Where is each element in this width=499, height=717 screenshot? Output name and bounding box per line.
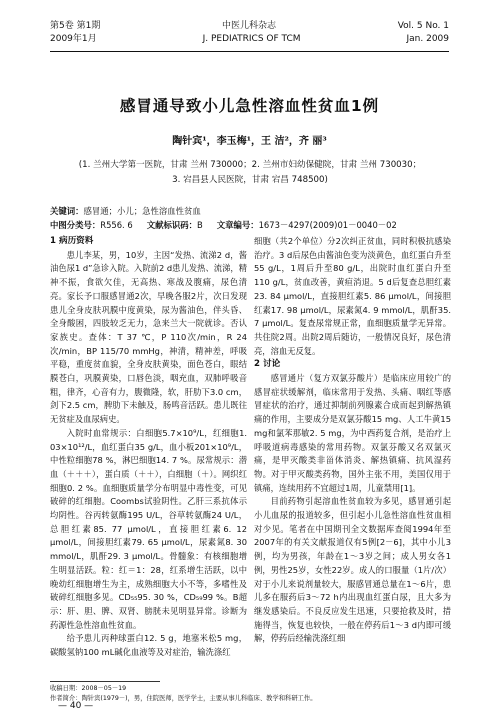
clc-label: 中图分类号： <box>50 220 101 230</box>
journal-volume-issue: 第5卷 第1期 <box>50 21 101 31</box>
left-column <box>50 235 247 660</box>
page-number: — 40 — <box>58 701 94 711</box>
doc-code-label: 文献标识码： <box>146 220 197 230</box>
journal-name-en: J. PEDIATRICS OF TCM <box>202 34 301 44</box>
discussion-paragraph-1: 感冒通片（复方双氯芬酸片）是临床应用较广的感冒症状缓解剂，临床常用于发热、头痛、咽红等感冒症状的治疗，通过抑制前列腺素合成而起到解热镇痛的作用，主要成分是双氯芬酸15 mg、人工牛黄15 mg和氯苯那敏2. 5 mg，为中西药复合剂，是治疗上呼吸道病毒感染的常用药物。双氯芬酸又名双氯灭痛，是甲灭酸类非甾体消炎、解热镇痛、抗风湿药物。对于甲灭酸类药物，国外主张不用，美国仅用于镇痛，连续用药不宜超过1周，儿童禁用[1]。 <box>254 373 451 493</box>
doc-code-value: B <box>196 220 203 230</box>
classification-meta <box>50 219 450 231</box>
right-column <box>254 235 451 646</box>
footnote <box>50 681 450 704</box>
journal-date: 2009年1月 <box>50 34 97 44</box>
affiliation-line-2: 3. 宕昌县人民医院，甘肃 宕昌 748500) <box>172 175 328 185</box>
journal-volume-issue-en: Vol. 5 No. 1 <box>397 21 449 31</box>
keywords-label: 关键词： <box>50 206 84 216</box>
journal-date-en: Jan. 2009 <box>406 34 449 44</box>
article-no-value: 1673－4297(2009)01－0040－02 <box>258 220 397 230</box>
affiliations <box>70 158 430 188</box>
affiliation-line-1: (1. 兰州大学第一医院，甘肃 兰州 730000；2. 兰州市妇幼保健院，甘肃 兰州 730030； <box>78 160 422 170</box>
author-bio: 作者简介：陶针宾(1979－)，男，住院医师，医学学士，主要从事儿科临床、教学和科研工作。 <box>50 695 317 702</box>
article-title: 感冒通导致小儿急性溶血性贫血1例 <box>119 97 380 115</box>
case-history-paragraph: 患儿李某，男，10岁，主因“发热、流涕2 d，酱油色尿1 d”急诊入院。入院前2 d患儿发热、流涕，精神不振，食欲欠佳，无高热、寒战及腹痛，尿色清亮。家长予口服感冒通2次，早晚各服2片，次日发现患儿全身皮肤巩膜中度黄染，尿为酱油色，伴头昏、全身酸困，四肢较乏无力，急来兰大一院就诊。否认家族史。查体：T 37 ℃，P 110次/min，R 24次/min，BP 115/70 mmHg，神清，精神差，呼吸平稳，重度贫血貌，全身皮肤黄染，面色苍白，眼结膜苍白，巩膜黄染，口唇色淡，咽充血，双肺呼吸音粗，律齐，心音有力，腹微隆，软，肝肋下3.0 cm，剑下2.5 cm，脾肋下未触及，肠鸣音活跃。患儿既往无贫症及血尿病史。 <box>50 249 247 425</box>
keywords <box>50 204 450 218</box>
author-list: 陶针宾¹，李玉梅¹，王 洁²，齐 丽³ <box>172 136 327 147</box>
running-header <box>0 0 499 70</box>
journal-name-cn: 中医儿科杂志 <box>222 21 277 31</box>
treatment-continued-paragraph: 细胞（共2个单位）分2次纠正贫血，同时积极抗感染治疗。3 d后尿色由酱油色变为淡黄色，血红蛋白升至55 g/L，1周后升至80 g/L，出院时血红蛋白升至110 g/L，贫血改善，黄疸消退。5 d后复查总胆红素23. 84 μmol/L，直接胆红素5. 86 μmol/L，间接胆红素17. 98 μmol/L，尿素氮4. 9 mmol/L，肌酐35. 7 μmol/L。复查尿常规正常，血细胞质量学无异常。共住院2周。出院2周后随访，一般情况良好，尿色清亮，溶血无反复。 <box>254 236 451 356</box>
section-heading-case: 1 病历资料 <box>50 236 94 246</box>
header-rule <box>50 51 449 52</box>
section-heading-discussion: 2 讨论 <box>254 359 281 370</box>
discussion-paragraph-2: 目前药物引起溶血性贫血较为多见，感冒通引起小儿血尿的报道较多，但引起小儿急性溶血性贫血相对少见。笔者在中国期刊全文数据库查阅1994年至2007年的有关文献报道仅有5例[2－6]，其中小儿3例，均为男孩，年龄在1～3岁之间；成人男女各1例，男性25岁，女性22岁。成人的口服量（1片/次）对于小儿来说剂量较大，服感冒通总量在1～6片，患儿多在服药后3～72 h内出现血红蛋白尿，且大多为继发感染后。不良反应发生迅速，只要抢救及时，措施得当，恢复也较快，一般在停药后1～3 d内即可缓解，停药后经输洗涤红细 <box>254 496 451 644</box>
clc-value: R556. 6 <box>100 220 133 230</box>
treatment-paragraph: 给予患儿丙种球蛋白12. 5 g，地塞米松5 mg，碳酸氢钠100 mL碱化血液等及对症治，输洗涤红 <box>50 633 247 658</box>
footnote-rule <box>50 681 160 682</box>
article-no-label: 文章编号： <box>216 220 259 230</box>
lab-results-paragraph: 入院时血常规示：白细胞5.7×10⁹/L，红细胞1. 03×10¹²/L，血红蛋白35 g/L，血小板201×10⁹/L，中性粒细胞78 %，淋巴细胞14. 7 %。尿常规示：潜血（＋＋＋），蛋白质（＋＋），白细胞（＋）。网织红细胞0. 2 %。血细胞质量学分布明显中毒性变，可见破碎的红细胞。Coombs试验阴性。乙肝三系抗体示均阴性。谷丙转氨酶195 U/L，谷草转氨酶24 U/L，总胆红素85. 77 μmol/L，直接胆红素6. 12 μmol/L，间接胆红素79. 65 μmol/L，尿素氮8. 30 mmol/L，肌酐29. 3 μmol/L。骨髓象：有核细胞增生明显活跃。粒：红＝1：28，红系增生活跃，以中晚幼红细胞增生为主，成熟细胞大小不等，多嗜性及破碎红细胞多见。CD₅₅95. 30 %，CD₅₉99 %。B超示：肝、胆、脾、双肾、膀胱未见明显异常。诊断为药源性急性溶血性贫血。 <box>50 427 247 630</box>
keywords-value: 感冒通；小儿；急性溶血性贫血 <box>83 206 201 216</box>
received-date: 收稿日期：2008－05－19 <box>50 685 127 692</box>
